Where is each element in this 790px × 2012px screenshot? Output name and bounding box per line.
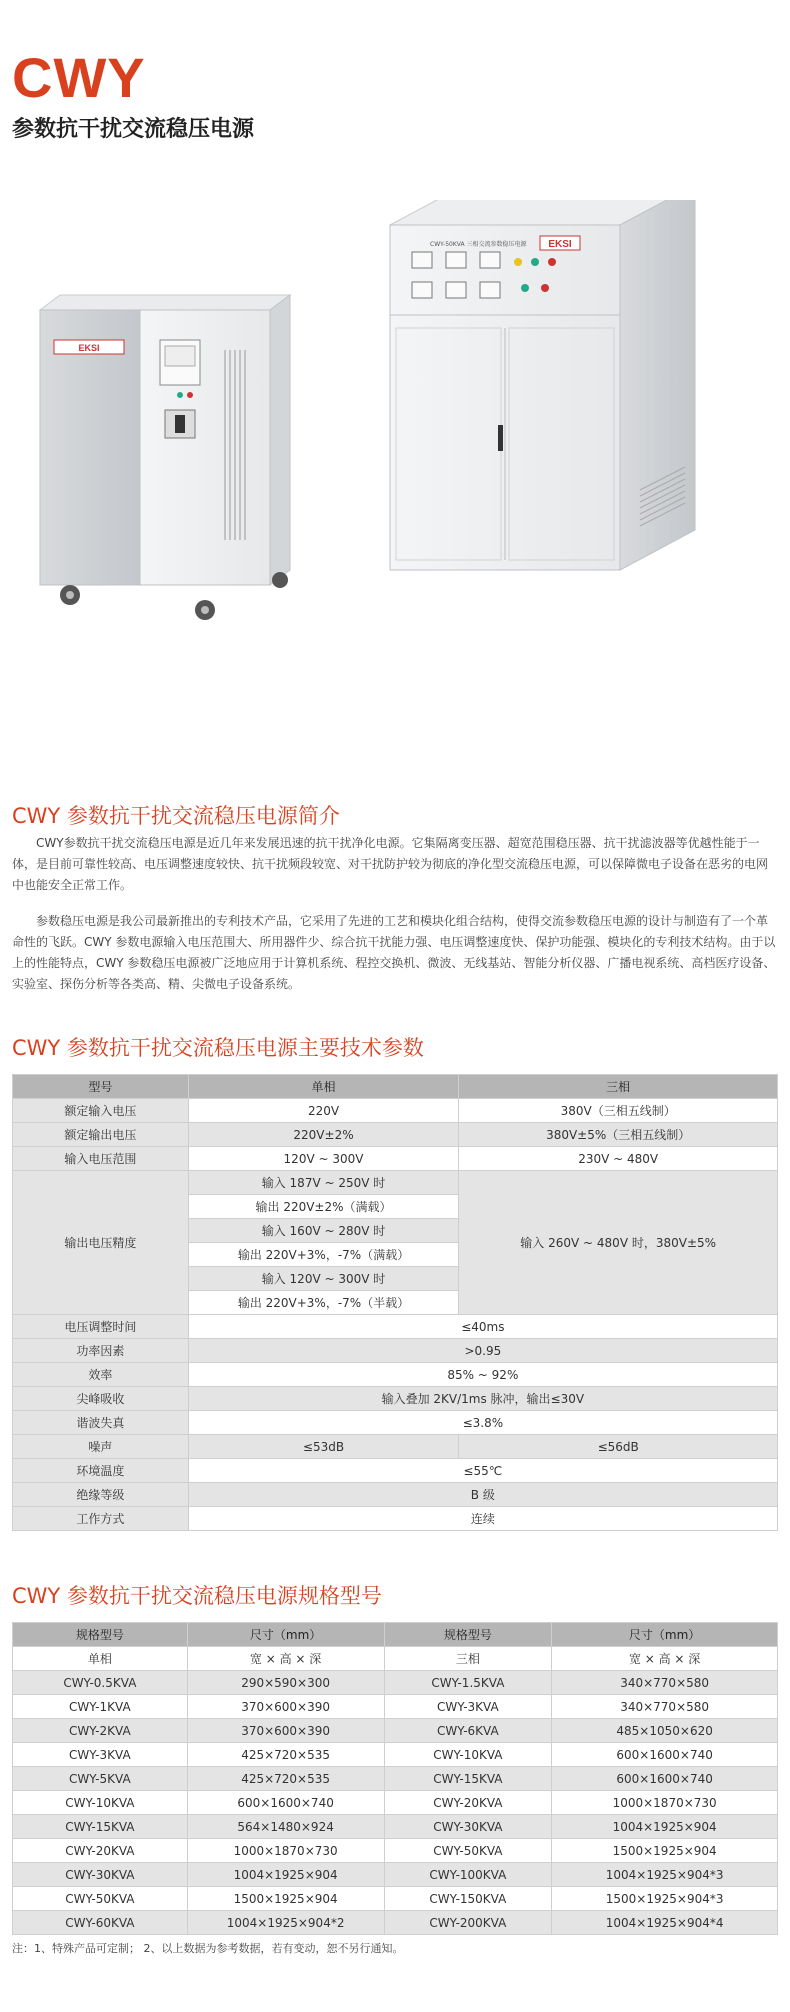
table-cell: 220V <box>188 1099 459 1123</box>
table-row <box>13 1743 778 1767</box>
table-cell: 型号 <box>13 1075 189 1099</box>
table-cell: 尖峰吸收 <box>13 1387 189 1411</box>
table-cell: 尺寸（mm） <box>552 1623 778 1647</box>
table-cell: 效率 <box>13 1363 189 1387</box>
table-row <box>13 1147 778 1171</box>
table-cell: CWY-10KVA <box>384 1743 552 1767</box>
models-table <box>12 1622 778 1935</box>
table-row <box>13 1507 778 1531</box>
table-cell: CWY-0.5KVA <box>13 1671 188 1695</box>
table-cell: CWY-3KVA <box>384 1695 552 1719</box>
table-row <box>13 1171 778 1195</box>
table-row <box>13 1363 778 1387</box>
table-row <box>13 1815 778 1839</box>
table-cell: CWY-30KVA <box>384 1815 552 1839</box>
table-cell: 230V ~ 480V <box>459 1147 778 1171</box>
table-cell: CWY-20KVA <box>13 1839 188 1863</box>
table-row <box>13 1671 778 1695</box>
table-row <box>13 1623 778 1647</box>
table-row <box>13 1483 778 1507</box>
table-cell: CWY-50KVA <box>384 1839 552 1863</box>
large-unit-nameplate: CWY-50KVA 三相交流参数稳压电源 <box>430 241 527 248</box>
table-cell: 1004×1925×904*3 <box>552 1863 778 1887</box>
table-cell: 输出 220V±2%（满载） <box>188 1195 459 1219</box>
table-cell: 噪声 <box>13 1435 189 1459</box>
table-cell: CWY-10KVA <box>13 1791 188 1815</box>
table-cell: 340×770×580 <box>552 1671 778 1695</box>
table-cell: 三相 <box>384 1647 552 1671</box>
table-cell: 输入 160V ~ 280V 时 <box>188 1219 459 1243</box>
table-row <box>13 1099 778 1123</box>
table-cell: CWY-5KVA <box>13 1767 188 1791</box>
table-cell: 输出电压精度 <box>13 1171 189 1315</box>
table-cell: 1000×1870×730 <box>187 1839 384 1863</box>
table-cell: 单相 <box>13 1647 188 1671</box>
table-cell: 1500×1925×904*3 <box>552 1887 778 1911</box>
table-cell: 输出 220V+3%，-7%（半载） <box>188 1291 459 1315</box>
table-cell: ≤3.8% <box>188 1411 777 1435</box>
table-cell: 输入叠加 2KV/1ms 脉冲，输出≤30V <box>188 1387 777 1411</box>
table-cell: 85% ~ 92% <box>188 1363 777 1387</box>
table-cell: 1004×1925×904*2 <box>187 1911 384 1935</box>
models-title: CWY 参数抗干扰交流稳压电源规格型号 <box>12 1584 382 1608</box>
table-row <box>13 1647 778 1671</box>
table-row <box>13 1315 778 1339</box>
table-cell: 规格型号 <box>13 1623 188 1647</box>
table-cell: 环境温度 <box>13 1459 189 1483</box>
table-row <box>13 1719 778 1743</box>
table-cell: 370×600×390 <box>187 1719 384 1743</box>
table-row <box>13 1911 778 1935</box>
small-unit-logo: EKSI <box>78 343 100 353</box>
table-row <box>13 1863 778 1887</box>
table-cell: CWY-30KVA <box>13 1863 188 1887</box>
table-cell: 1500×1925×904 <box>187 1887 384 1911</box>
table-cell: 425×720×535 <box>187 1743 384 1767</box>
table-row <box>13 1387 778 1411</box>
table-cell: 宽 × 高 × 深 <box>552 1647 778 1671</box>
table-cell: CWY-15KVA <box>13 1815 188 1839</box>
table-cell: ≤56dB <box>459 1435 778 1459</box>
table-cell: 输入 260V ~ 480V 时，380V±5% <box>459 1171 778 1315</box>
table-cell: 120V ~ 300V <box>188 1147 459 1171</box>
table-cell: 564×1480×924 <box>187 1815 384 1839</box>
table-cell: CWY-2KVA <box>13 1719 188 1743</box>
table-cell: 370×600×390 <box>187 1695 384 1719</box>
table-cell: 功率因素 <box>13 1339 189 1363</box>
table-cell: CWY-3KVA <box>13 1743 188 1767</box>
intro-paragraph-1: CWY参数抗干扰交流稳压电源是近几年来发展迅速的抗干扰净化电源。它集隔离变压器、超宽范围稳压器、抗干扰滤波器等优越性能于一体，是目前可靠性较高、电压调整速度较快、抗干扰频段较宽、对干扰防护较为彻底的净化型交流稳压电源，可以保障微电子设备在恶劣的电网中也能安全正常工作。 <box>12 836 769 892</box>
table-cell: 1000×1870×730 <box>552 1791 778 1815</box>
table-cell: CWY-60KVA <box>13 1911 188 1935</box>
table-cell: 380V±5%（三相五线制） <box>459 1123 778 1147</box>
table-cell: CWY-200KVA <box>384 1911 552 1935</box>
small-regulator-cabinet <box>40 295 290 620</box>
table-cell: 485×1050×620 <box>552 1719 778 1743</box>
product-image <box>0 200 790 780</box>
table-cell: 1004×1925×904 <box>187 1863 384 1887</box>
table-cell: 输入电压范围 <box>13 1147 189 1171</box>
table-cell: 290×590×300 <box>187 1671 384 1695</box>
table-cell: 425×720×535 <box>187 1767 384 1791</box>
table-cell: 谐波失真 <box>13 1411 189 1435</box>
table-cell: 工作方式 <box>13 1507 189 1531</box>
brand-title: CWY <box>12 46 146 109</box>
table-cell: 单相 <box>188 1075 459 1099</box>
footnote: 注：1、特殊产品可定制； 2、以上数据为参考数据，若有变动，恕不另行通知。 <box>12 1942 404 1955</box>
table-row <box>13 1767 778 1791</box>
specs-title: CWY 参数抗干扰交流稳压电源主要技术参数 <box>12 1036 424 1060</box>
table-cell: 220V±2% <box>188 1123 459 1147</box>
table-cell: 宽 × 高 × 深 <box>187 1647 384 1671</box>
table-cell: 额定输入电压 <box>13 1099 189 1123</box>
table-cell: CWY-6KVA <box>384 1719 552 1743</box>
intro-paragraph-2: 参数稳压电源是我公司最新推出的专利技术产品，它采用了先进的工艺和模块化组合结构，使得交流参数稳压电源的设计与制造有了一个革命性的飞跃。CWY 参数电源输入电压范围大、所用器件少、综合抗干扰能力强、电压调整速度快、保护功能强、模块化的专利技术结构。由于以上的性能特点，CWY 参数稳压电源被广泛地应用于计算机系统、程控交换机、微波、无线基站、智能分析仪器、广播电视系统、高档医疗设备、实验室、探伤分析等各类高、精、尖微电子设备系统。 <box>12 914 776 991</box>
table-row <box>13 1887 778 1911</box>
table-row <box>13 1075 778 1099</box>
table-row <box>13 1839 778 1863</box>
brand-subtitle: 参数抗干扰交流稳压电源 <box>12 117 255 142</box>
table-cell: 1500×1925×904 <box>552 1839 778 1863</box>
table-row <box>13 1411 778 1435</box>
table-cell: B 级 <box>188 1483 777 1507</box>
table-cell: 340×770×580 <box>552 1695 778 1719</box>
table-cell: 额定输出电压 <box>13 1123 189 1147</box>
table-row <box>13 1123 778 1147</box>
table-row <box>13 1459 778 1483</box>
specs-table <box>12 1074 778 1531</box>
table-cell: 600×1600×740 <box>187 1791 384 1815</box>
table-cell: 输出 220V+3%，-7%（满载） <box>188 1243 459 1267</box>
table-row <box>13 1435 778 1459</box>
table-cell: CWY-100KVA <box>384 1863 552 1887</box>
table-cell: CWY-150KVA <box>384 1887 552 1911</box>
table-cell: CWY-50KVA <box>13 1887 188 1911</box>
table-cell: 输入 187V ~ 250V 时 <box>188 1171 459 1195</box>
table-cell: >0.95 <box>188 1339 777 1363</box>
table-cell: 尺寸（mm） <box>187 1623 384 1647</box>
table-cell: 输入 120V ~ 300V 时 <box>188 1267 459 1291</box>
table-cell: 连续 <box>188 1507 777 1531</box>
table-cell: 三相 <box>459 1075 778 1099</box>
table-row <box>13 1695 778 1719</box>
table-cell: ≤53dB <box>188 1435 459 1459</box>
large-unit-logo: EKSI <box>548 239 572 250</box>
table-cell: ≤40ms <box>188 1315 777 1339</box>
table-cell: 1004×1925×904*4 <box>552 1911 778 1935</box>
large-regulator-cabinet <box>390 200 695 570</box>
table-cell: CWY-15KVA <box>384 1767 552 1791</box>
table-cell: 1004×1925×904 <box>552 1815 778 1839</box>
table-row <box>13 1339 778 1363</box>
table-cell: CWY-1KVA <box>13 1695 188 1719</box>
table-cell: 600×1600×740 <box>552 1743 778 1767</box>
table-cell: 380V（三相五线制） <box>459 1099 778 1123</box>
table-cell: 规格型号 <box>384 1623 552 1647</box>
table-row <box>13 1791 778 1815</box>
table-cell: 电压调整时间 <box>13 1315 189 1339</box>
table-cell: ≤55℃ <box>188 1459 777 1483</box>
table-cell: CWY-1.5KVA <box>384 1671 552 1695</box>
table-cell: 绝缘等级 <box>13 1483 189 1507</box>
intro-title: CWY 参数抗干扰交流稳压电源简介 <box>12 804 340 828</box>
table-cell: 600×1600×740 <box>552 1767 778 1791</box>
table-cell: CWY-20KVA <box>384 1791 552 1815</box>
